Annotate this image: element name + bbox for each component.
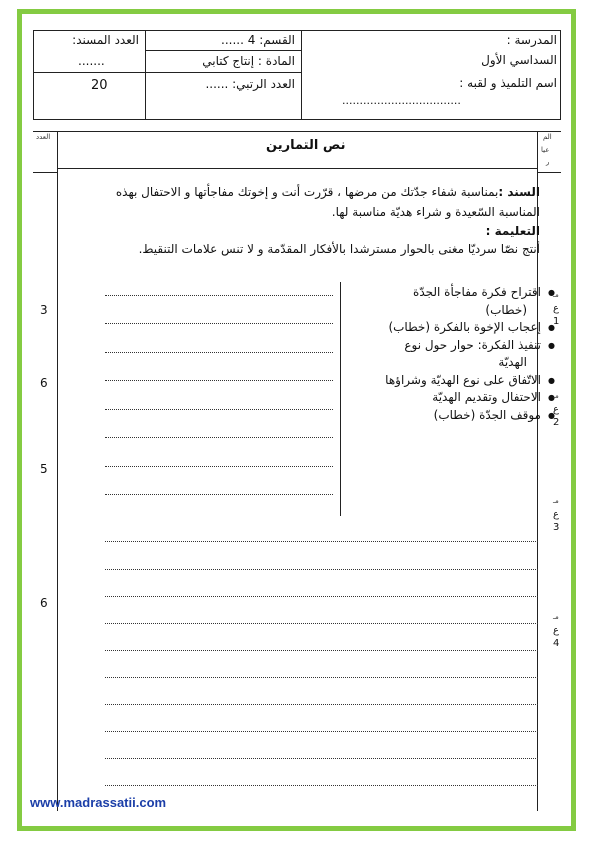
website-link[interactable]	[30, 795, 166, 810]
grade-total: 20	[91, 78, 108, 93]
idea-item: ● الاحتفال وتقديم الهديّة	[345, 389, 541, 407]
rank-label: العدد الرتبي: ......	[205, 77, 295, 91]
score-value: 6	[40, 596, 48, 610]
idea-item: ● اقتراح فكرة مفاجأة الجدّة	[345, 284, 541, 302]
grade-label: العدد المسند:	[72, 33, 139, 47]
criterion-mark: مـ	[553, 392, 559, 400]
idea-continuation: (خطاب)	[485, 302, 527, 317]
section-label: القسم: 4 ......	[221, 33, 295, 47]
idea-item: ● تنفيذ الفكرة: حوار حول نوع	[345, 337, 541, 355]
site-name: madrassatii	[63, 795, 136, 810]
site-prefix: www.	[30, 795, 64, 810]
score-value: 6	[40, 376, 48, 390]
criterion-number: 1	[553, 316, 560, 327]
site-suffix: .com	[135, 795, 167, 810]
sanad-text-2: المناسبة السّعيدة و شراء هديّة مناسبة لها.	[331, 205, 540, 219]
level-label: السداسي الأول	[481, 53, 557, 67]
criterion-mark: ع	[553, 509, 559, 520]
criterion-mark: مـ	[553, 291, 559, 299]
criteria-header-3: ر	[546, 158, 550, 166]
criterion-number: 4	[553, 638, 560, 649]
criterion-mark: مـ	[553, 613, 559, 621]
ideas-list	[345, 284, 555, 424]
student-name-dots[interactable]: ..................................	[342, 94, 461, 107]
sanad-line-1	[116, 185, 540, 199]
criterion-number: 2	[553, 417, 560, 428]
student-name-label: اسم التلميذ و لقبه :	[459, 76, 557, 90]
score-value: 3	[40, 303, 48, 317]
school-label: المدرسة :	[506, 33, 557, 47]
idea-item: ● موقف الجدّة (خطاب)	[345, 407, 541, 425]
subject-label: المادة : إنتاج كتابي	[202, 54, 295, 68]
criterion-mark: ع	[553, 625, 559, 636]
idea-item: ● الاتّفاق على نوع الهديّة وشراؤها	[345, 372, 541, 390]
score-value: 5	[40, 462, 48, 476]
sanad-text-1: بمناسبة شفاء جدّتك من مرضها ، قرّرت أنت و إخوتك مفاجأتها و الاحتفال بهذه	[115, 185, 499, 199]
instruction-label: التعليمة :	[485, 224, 540, 238]
sanad-label: السند :	[498, 185, 540, 199]
criterion-mark: ع	[553, 303, 559, 314]
criterion-mark: مـ	[553, 497, 559, 505]
idea-continuation: الهديّة	[498, 355, 527, 369]
criterion-mark: ع	[553, 404, 559, 415]
instruction-text: أنتج نصّا سرديّا مغنى بالحوار مسترشدا بالأفكار المقدّمة و لا تنس علامات التنقيط.	[138, 242, 540, 256]
grade-dots[interactable]: .......	[78, 54, 105, 68]
criteria-header-2: عيا	[541, 146, 550, 154]
idea-item: ● إعجاب الإخوة بالفكرة (خطاب)	[345, 319, 541, 337]
column-divider	[340, 282, 341, 516]
exercise-title: نص التمارين	[266, 138, 346, 153]
score-column-header: العدد	[36, 133, 51, 141]
criteria-header-1: الم	[543, 133, 552, 141]
criterion-number: 3	[553, 522, 560, 533]
